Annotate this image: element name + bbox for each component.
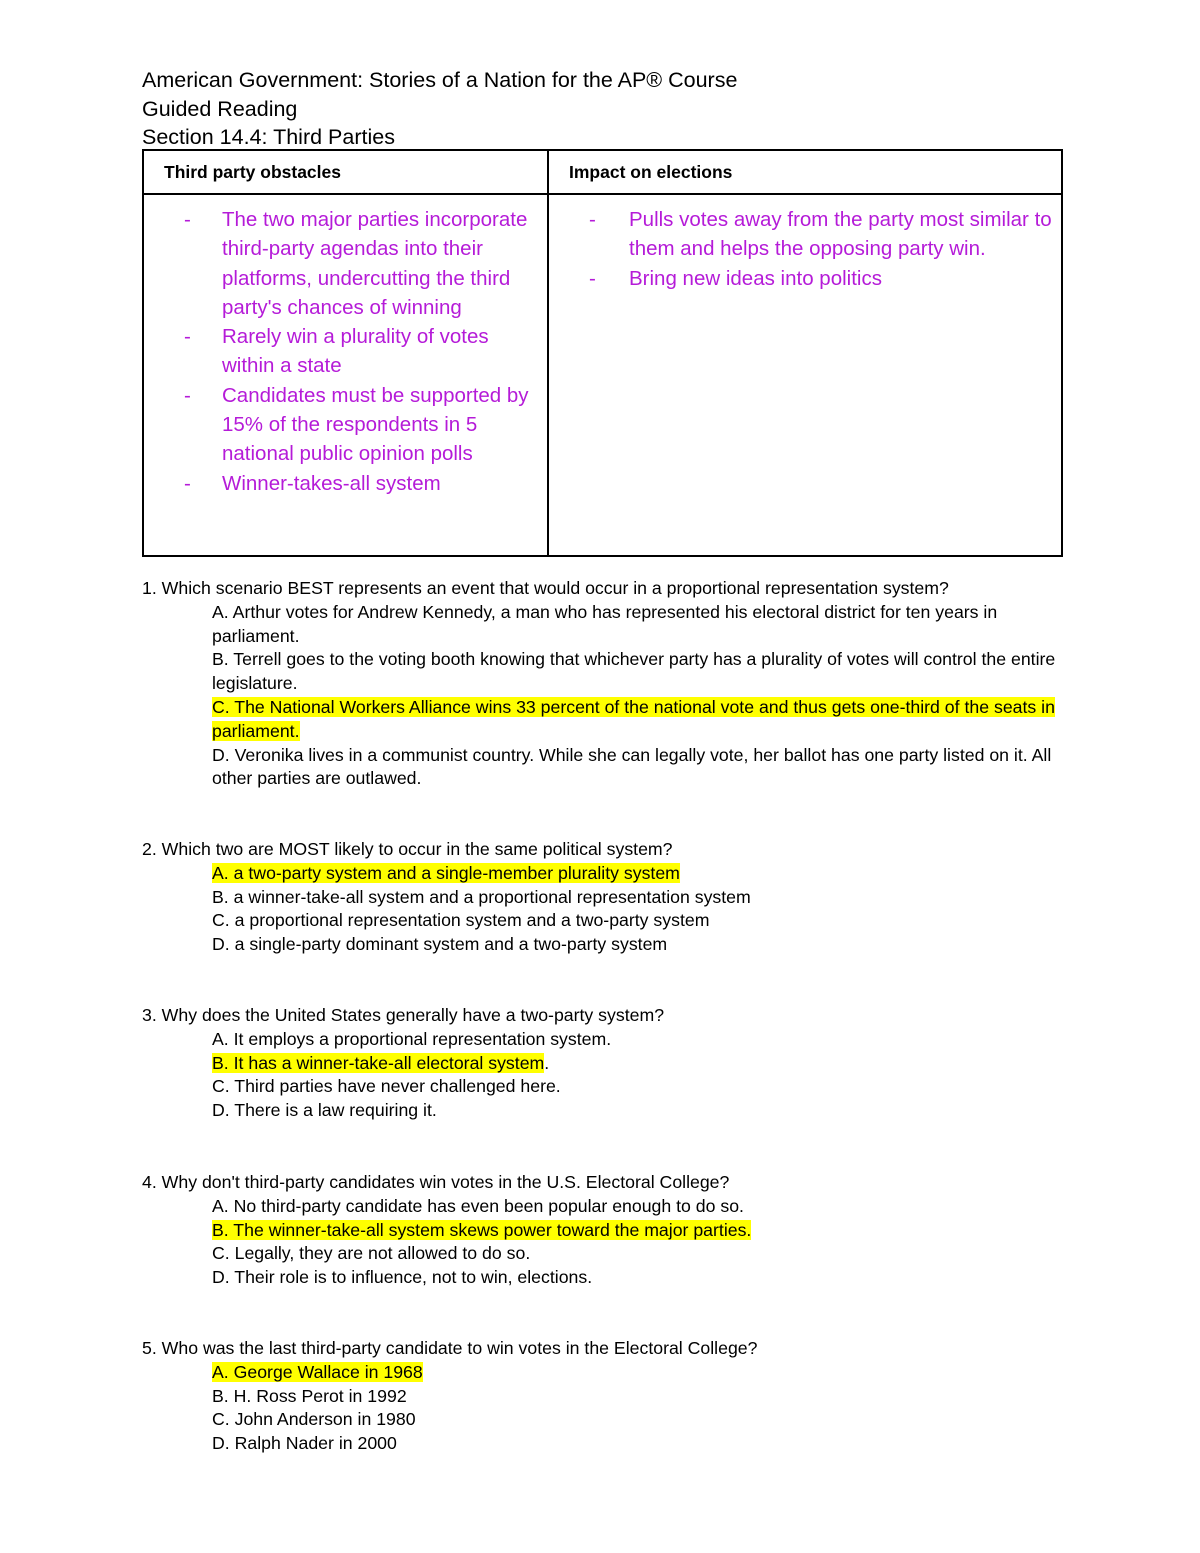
option-d: D. Ralph Nader in 2000 <box>212 1433 397 1454</box>
obstacles-list <box>144 205 539 498</box>
document-subtitle: Guided Reading <box>142 96 298 121</box>
highlighted-answer: B. The winner-take-all system skews power toward the major parties. <box>212 1219 752 1240</box>
option-c: C. Third parties have never challenged here. <box>212 1076 561 1097</box>
bullet-dash: - <box>184 325 191 349</box>
impact-column-header: Impact on elections <box>548 150 1062 194</box>
question-5 <box>142 1337 757 1456</box>
option-b: B. a winner-take-all system and a proportional representation system <box>212 886 751 907</box>
list-item: - Candidates must be supported by 15% of the respondents in 5 national public opinion polls <box>144 381 539 469</box>
list-item: - Pulls votes away from the party most similar to them and helps the opposing party win. <box>549 205 1053 264</box>
question-stem: 5. Who was the last third-party candidate to win votes in the Electoral College? <box>142 1338 758 1358</box>
question-3 <box>142 1004 664 1123</box>
option-a: A. It employs a proportional representation system. <box>212 1028 612 1049</box>
answer-options <box>142 1361 757 1456</box>
bullet-dash: - <box>184 208 191 231</box>
option-d: D. a single-party dominant system and a two-party system <box>212 934 668 955</box>
option-a <box>212 1361 757 1385</box>
question-stem: 2. Which two are MOST likely to occur in the same political system? <box>142 839 673 859</box>
option-a <box>212 862 751 886</box>
question-4 <box>142 1171 751 1290</box>
option-b <box>212 1219 751 1243</box>
question-stem: 3. Why does the United States generally have a two-party system? <box>142 1005 665 1025</box>
course-title: American Government: Stories of a Nation for the AP® Course <box>142 68 738 92</box>
list-item: - The two major parties incorporate third-party agendas into their platforms, undercutting the third party's chances of winning <box>144 205 539 322</box>
list-item: - Bring new ideas into politics <box>549 264 1053 293</box>
question-stem: 1. Which scenario BEST represents an event that would occur in a proportional representation system? <box>142 578 949 598</box>
section-title: Section 14.4: Third Parties <box>142 125 395 149</box>
option-b: B. H. Ross Perot in 1992 <box>212 1385 407 1406</box>
highlighted-answer: B. It has a winner-take-all electoral system <box>212 1052 545 1073</box>
bullet-dash: - <box>184 383 191 407</box>
option-d: D. Veronika lives in a communist country. While she can legally vote, her ballot has one party listed on it. All other parties are outlawed. <box>212 744 1052 789</box>
question-2 <box>142 838 751 957</box>
impact-list <box>549 205 1053 293</box>
option-c: C. a proportional representation system and a two-party system <box>212 910 710 931</box>
option-b: B. Terrell goes to the voting booth knowing that whichever party has a plurality of votes will control the entire legislature. <box>212 649 1056 694</box>
option-c: C. John Anderson in 1980 <box>212 1409 416 1430</box>
obstacles-cell <box>143 194 548 556</box>
answer-options <box>142 601 1072 791</box>
option-b <box>212 1052 664 1076</box>
option-c <box>212 696 1072 744</box>
option-d: D. There is a law requiring it. <box>212 1100 437 1121</box>
bullet-dash: - <box>589 266 596 290</box>
option-d: D. Their role is to influence, not to win, elections. <box>212 1267 593 1288</box>
trailing-period: . <box>544 1052 550 1073</box>
document-header <box>142 66 737 152</box>
highlighted-answer: A. a two-party system and a single-member plurality system <box>212 862 680 883</box>
impact-cell <box>548 194 1062 556</box>
list-item: - Rarely win a plurality of votes within a state <box>144 322 539 381</box>
highlighted-answer: C. The National Workers Alliance wins 33 percent of the national vote and thus gets one-third of the seats in parliament. <box>212 696 1055 741</box>
answer-options <box>142 862 751 957</box>
option-a: A. Arthur votes for Andrew Kennedy, a man who has represented his electoral district for ten years in parliament. <box>212 601 998 646</box>
highlighted-answer: A. George Wallace in 1968 <box>212 1361 423 1382</box>
answer-options <box>142 1028 664 1123</box>
list-item: - Winner-takes-all system <box>144 469 539 498</box>
obstacles-column-header: Third party obstacles <box>143 150 548 194</box>
answer-options <box>142 1195 751 1290</box>
question-1 <box>142 577 1072 791</box>
option-c: C. Legally, they are not allowed to do so. <box>212 1243 531 1264</box>
question-stem: 4. Why don't third-party candidates win votes in the U.S. Electoral College? <box>142 1172 730 1192</box>
bullet-dash: - <box>589 208 596 231</box>
bullet-dash: - <box>184 471 191 495</box>
option-a: A. No third-party candidate has even been popular enough to do so. <box>212 1195 744 1216</box>
third-parties-table <box>142 149 1063 557</box>
